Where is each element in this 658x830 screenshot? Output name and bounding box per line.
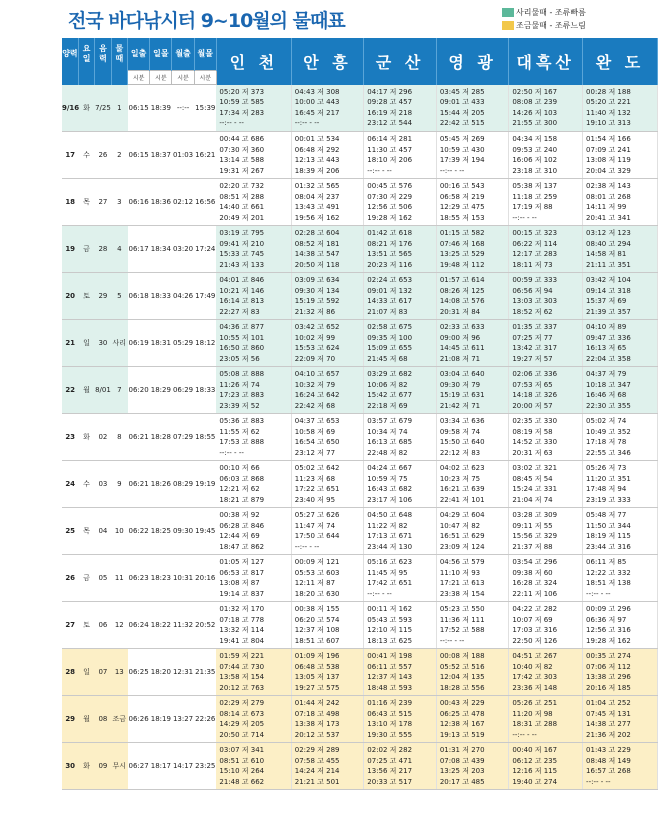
header-wando: 완 도	[583, 38, 658, 85]
cell-lunar-date: 7/25	[95, 85, 111, 132]
cell-tide-phase: 7	[111, 367, 127, 414]
table-row	[62, 226, 658, 273]
tide-times-wando: 01:54 저 166 07:09 고 241 13:08 저 119 20:04 고 329	[583, 132, 658, 179]
table-row	[62, 320, 658, 367]
table-row	[62, 508, 658, 555]
cell-sunrise: 06:25	[128, 649, 150, 696]
cell-lunar-date: 02	[95, 414, 111, 461]
tide-times-gunsan: 01:16 저 239 06:43 고 515 13:10 저 178 19:30 고 555	[364, 696, 437, 743]
cell-sunrise: 06:16	[128, 179, 150, 226]
header-daeheuksan: 대흑산	[509, 38, 583, 85]
tide-times-daeheuksan: 04:34 저 158 09:53 고 240 16:06 저 102 23:18 고 310	[509, 132, 583, 179]
header-gunsan: 군 산	[364, 38, 437, 85]
cell-sunrise: 06:20	[128, 367, 150, 414]
cell-sunset: 18:19	[150, 696, 172, 743]
cell-moonrise: 06:29	[172, 367, 194, 414]
cell-moonset: 18:12	[194, 320, 216, 367]
tide-times-wando: 03:42 저 104 09:14 고 318 15:37 저 69 21:39 고 357	[583, 273, 658, 320]
tide-times-daeheuksan: 04:22 고 282 10:07 저 69 17:03 고 316 22:50 저 126	[509, 602, 583, 649]
cell-weekday: 수	[78, 132, 94, 179]
cell-solar-date: 26	[62, 555, 78, 602]
table-row	[62, 273, 658, 320]
cell-moonset: 15:39	[194, 85, 216, 132]
tide-times-wando: 06:11 저 85 12:22 고 332 18:51 저 138 --:-- - --	[583, 555, 658, 602]
tide-times-incheon: 01:32 저 170 07:18 고 778 13:32 저 114 19:41 고 804	[216, 602, 291, 649]
cell-solar-date: 27	[62, 602, 78, 649]
tide-times-incheon: 04:01 고 846 10:21 저 146 16:14 고 813 22:27 저 83	[216, 273, 291, 320]
tide-times-yeonggwang: 02:33 고 633 09:00 저 96 14:45 고 611 21:08 저 71	[436, 320, 509, 367]
tide-times-incheon: 00:44 고 686 07:30 저 360 13:14 고 588 19:31 저 267	[216, 132, 291, 179]
cell-weekday: 금	[78, 226, 94, 273]
tide-times-anheung: 05:02 고 642 11:23 저 68 17:22 고 651 23:40 저 95	[291, 461, 364, 508]
tide-times-gunsan: 05:16 고 623 11:45 저 95 17:42 고 651 --:-- - --	[364, 555, 437, 602]
cell-sunrise: 06:21	[128, 461, 150, 508]
header-solar-date: 양력	[62, 38, 78, 71]
cell-solar-date: 25	[62, 508, 78, 555]
cell-moonrise: 07:29	[172, 414, 194, 461]
cell-sunset: 18:37	[150, 132, 172, 179]
cell-tide-phase: 사리	[111, 320, 127, 367]
tide-times-gunsan: 00:45 고 576 07:30 저 229 12:56 고 506 19:28 저 162	[364, 179, 437, 226]
tide-times-gunsan: 02:58 고 675 09:35 저 100 15:09 고 655 21:45 저 68	[364, 320, 437, 367]
tide-times-daeheuksan: 04:51 고 267 10:40 저 82 17:42 고 303 23:36 저 148	[509, 649, 583, 696]
tide-times-gunsan: 02:24 고 653 09:01 저 132 14:33 고 617 21:07 저 83	[364, 273, 437, 320]
cell-weekday: 수	[78, 461, 94, 508]
unit-moonset: 시분	[194, 71, 216, 85]
cell-lunar-date: 05	[95, 555, 111, 602]
tide-times-incheon: 01:59 저 221 07:44 고 730 13:58 저 154 20:12 고 763	[216, 649, 291, 696]
header-weekday: 요일	[78, 38, 94, 71]
tide-times-daeheuksan: 02:06 고 336 07:53 저 65 14:18 고 326 20:00 저 57	[509, 367, 583, 414]
tide-times-daeheuksan: 05:38 저 137 11:18 고 259 17:19 저 88 --:-- - --	[509, 179, 583, 226]
legend-item-neap	[502, 19, 586, 31]
tide-times-yeonggwang: 05:23 고 550 11:36 저 111 17:52 고 588 --:-- - --	[436, 602, 509, 649]
tide-times-yeonggwang: 04:29 고 604 10:47 저 82 16:51 고 629 23:09 저 124	[436, 508, 509, 555]
cell-solar-date: 28	[62, 649, 78, 696]
cell-moonset: 23:25	[194, 743, 216, 790]
tide-times-yeonggwang: 00:16 고 543 06:58 저 219 12:29 고 475 18:55 저 153	[436, 179, 509, 226]
table-row	[62, 602, 658, 649]
tide-times-daeheuksan: 00:40 저 167 06:12 고 235 12:16 저 115 19:40 고 274	[509, 743, 583, 790]
cell-moonset: 21:35	[194, 649, 216, 696]
cell-sunrise: 06:26	[128, 696, 150, 743]
tide-times-wando: 01:43 고 229 08:48 저 149 16:57 고 268 --:-- - --	[583, 743, 658, 790]
tide-times-gunsan: 02:02 저 282 07:25 고 471 13:56 저 217 20:33 고 517	[364, 743, 437, 790]
cell-lunar-date: 29	[95, 273, 111, 320]
cell-weekday: 월	[78, 696, 94, 743]
cell-sunset: 18:26	[150, 461, 172, 508]
tide-times-yeonggwang: 04:02 고 623 10:23 저 75 16:21 고 639 22:41 저 101	[436, 461, 509, 508]
cell-lunar-date: 8/01	[95, 367, 111, 414]
cell-weekday: 일	[78, 649, 94, 696]
cell-moonrise: 04:26	[172, 273, 194, 320]
tide-times-incheon: 04:36 고 877 10:55 저 101 16:50 고 860 23:05 저 56	[216, 320, 291, 367]
tide-times-daeheuksan: 01:35 고 337 07:25 저 77 13:42 고 317 19:27 저 57	[509, 320, 583, 367]
tide-times-yeonggwang: 03:04 고 640 09:30 저 79 15:19 고 631 21:42 저 71	[436, 367, 509, 414]
cell-moonrise: 08:29	[172, 461, 194, 508]
cell-solar-date: 22	[62, 367, 78, 414]
tide-times-wando: 03:12 저 123 08:40 고 294 14:58 저 81 21:11 고 351	[583, 226, 658, 273]
tide-times-anheung: 00:01 고 534 06:48 저 292 12:13 고 443 18:39 저 206	[291, 132, 364, 179]
cell-moonrise: 13:27	[172, 696, 194, 743]
tide-times-wando: 00:35 고 274 07:06 저 112 13:38 고 296 20:16 저 185	[583, 649, 658, 696]
cell-tide-phase: 2	[111, 132, 127, 179]
tide-times-anheung: 00:09 저 121 05:53 고 603 12:11 저 87 18:20 고 630	[291, 555, 364, 602]
table-row	[62, 555, 658, 602]
tide-times-gunsan: 00:11 저 162 05:43 고 593 12:10 저 115 18:13 고 625	[364, 602, 437, 649]
tide-times-incheon: 05:36 고 883 11:55 저 62 17:53 고 888 --:-- - --	[216, 414, 291, 461]
cell-moonset: 18:33	[194, 367, 216, 414]
cell-sunset: 18:39	[150, 85, 172, 132]
cell-solar-date: 24	[62, 461, 78, 508]
tide-table	[62, 38, 658, 790]
legend	[502, 6, 586, 32]
cell-sunset: 18:22	[150, 602, 172, 649]
tide-times-yeonggwang: 05:45 저 269 10:59 고 430 17:39 저 194 --:-- - --	[436, 132, 509, 179]
cell-tide-phase: 4	[111, 226, 127, 273]
cell-sunrise: 06:19	[128, 320, 150, 367]
tide-times-gunsan: 04:50 고 648 11:22 저 82 17:13 고 671 23:44 저 130	[364, 508, 437, 555]
tide-times-daeheuksan: 03:54 고 296 09:38 저 60 16:28 고 324 22:11 저 106	[509, 555, 583, 602]
table-row	[62, 743, 658, 790]
legend-swatch-neap	[502, 21, 514, 30]
cell-tide-phase: 조금	[111, 696, 127, 743]
tide-times-anheung: 04:37 고 653 10:58 저 69 16:54 고 650 23:12 저 77	[291, 414, 364, 461]
cell-moonrise: 05:29	[172, 320, 194, 367]
cell-sunrise: 06:22	[128, 508, 150, 555]
cell-weekday: 일	[78, 320, 94, 367]
tide-times-wando: 00:09 고 296 06:36 저 97 12:56 고 316 19:28 저 162	[583, 602, 658, 649]
cell-tide-phase: 10	[111, 508, 127, 555]
tide-times-gunsan: 04:17 저 296 09:28 고 457 16:19 저 218 23:12 고 544	[364, 85, 437, 132]
cell-sunset: 18:33	[150, 273, 172, 320]
tide-times-wando: 04:10 저 89 09:47 고 336 16:13 저 65 22:04 고 358	[583, 320, 658, 367]
cell-lunar-date: 26	[95, 132, 111, 179]
cell-sunrise: 06:24	[128, 602, 150, 649]
header-sunrise: 일출	[128, 38, 150, 71]
cell-lunar-date: 27	[95, 179, 111, 226]
cell-sunset: 18:29	[150, 367, 172, 414]
cell-tide-phase: 13	[111, 649, 127, 696]
cell-lunar-date: 06	[95, 602, 111, 649]
cell-lunar-date: 04	[95, 508, 111, 555]
tide-times-anheung: 02:29 저 289 07:58 고 455 14:24 저 214 21:21 고 501	[291, 743, 364, 790]
tide-times-wando: 05:26 저 73 11:20 고 351 17:48 저 94 23:19 고 333	[583, 461, 658, 508]
tide-times-anheung: 05:27 고 626 11:47 저 74 17:50 고 644 --:-- - --	[291, 508, 364, 555]
cell-lunar-date: 03	[95, 461, 111, 508]
cell-weekday: 화	[78, 743, 94, 790]
tide-times-gunsan: 01:42 고 618 08:21 저 176 13:51 고 565 20:23 저 116	[364, 226, 437, 273]
cell-moonrise: --:--	[172, 85, 194, 132]
cell-tide-phase: 11	[111, 555, 127, 602]
cell-moonset: 16:21	[194, 132, 216, 179]
unit-sunset: 시분	[150, 71, 172, 85]
tide-times-wando: 00:28 저 188 05:20 고 221 11:40 저 132 19:10 고 313	[583, 85, 658, 132]
unit-sunrise: 시분	[128, 71, 150, 85]
cell-solar-date: 9/16	[62, 85, 78, 132]
header-lunar-date: 음력	[95, 38, 111, 71]
cell-moonrise: 10:31	[172, 555, 194, 602]
tide-times-anheung: 03:42 고 652 10:02 저 99 15:53 고 624 22:09 저 70	[291, 320, 364, 367]
cell-moonrise: 03:20	[172, 226, 194, 273]
tide-times-incheon: 03:07 저 341 08:51 고 610 15:10 저 264 21:48 고 662	[216, 743, 291, 790]
cell-tide-phase: 12	[111, 602, 127, 649]
tide-times-yeonggwang: 03:34 고 636 09:58 저 74 15:50 고 640 22:12 저 83	[436, 414, 509, 461]
header-moonrise: 월출	[172, 38, 194, 71]
header-row	[62, 38, 658, 71]
legend-item-spring	[502, 6, 586, 18]
cell-lunar-date: 30	[95, 320, 111, 367]
table-row	[62, 696, 658, 743]
cell-moonset: 19:45	[194, 508, 216, 555]
cell-solar-date: 21	[62, 320, 78, 367]
table-row	[62, 414, 658, 461]
tide-times-anheung: 01:32 고 565 08:04 저 237 13:43 고 491 19:56 저 162	[291, 179, 364, 226]
cell-weekday: 금	[78, 555, 94, 602]
cell-solar-date: 19	[62, 226, 78, 273]
tide-times-daeheuksan: 00:59 고 333 06:56 저 94 13:03 고 303 18:52 저 62	[509, 273, 583, 320]
tide-times-anheung: 03:09 고 634 09:30 저 134 15:19 고 592 21:32 저 86	[291, 273, 364, 320]
cell-moonrise: 12:31	[172, 649, 194, 696]
cell-moonrise: 09:30	[172, 508, 194, 555]
tide-times-daeheuksan: 03:28 고 309 09:11 저 55 15:56 고 329 21:37 저 88	[509, 508, 583, 555]
tide-times-gunsan: 03:29 고 682 10:06 저 82 15:42 고 677 22:18 저 69	[364, 367, 437, 414]
cell-lunar-date: 08	[95, 696, 111, 743]
cell-moonrise: 11:32	[172, 602, 194, 649]
cell-moonset: 20:52	[194, 602, 216, 649]
tide-times-anheung: 04:10 고 657 10:32 저 79 16:24 고 642 22:42 저 68	[291, 367, 364, 414]
cell-tide-phase: 9	[111, 461, 127, 508]
tide-times-incheon: 05:20 저 373 10:59 고 585 17:34 저 283 --:-- - --	[216, 85, 291, 132]
tide-times-incheon: 01:05 저 127 06:53 고 817 13:08 저 87 19:14 고 837	[216, 555, 291, 602]
header-tide-phase: 물때	[111, 38, 127, 71]
tide-times-anheung: 00:38 저 155 06:20 고 574 12:37 저 108 18:51 고 607	[291, 602, 364, 649]
tide-times-anheung: 04:43 저 308 10:00 고 443 16:45 저 217 --:-- - --	[291, 85, 364, 132]
cell-sunrise: 06:18	[128, 273, 150, 320]
cell-weekday: 토	[78, 273, 94, 320]
tide-times-incheon: 02:20 고 732 08:51 저 288 14:40 고 661 20:49 저 201	[216, 179, 291, 226]
tide-times-anheung: 01:44 저 242 07:18 고 498 13:38 저 173 20:12 고 537	[291, 696, 364, 743]
cell-tide-phase: 무시	[111, 743, 127, 790]
cell-moonrise: 14:17	[172, 743, 194, 790]
table-body	[62, 85, 658, 790]
tide-times-incheon: 05:08 고 888 11:26 저 74 17:23 고 883 23:39 저 52	[216, 367, 291, 414]
cell-sunrise: 06:27	[128, 743, 150, 790]
table-row	[62, 461, 658, 508]
tide-times-yeonggwang: 01:31 저 270 07:08 고 439 13:25 저 203 20:17 고 485	[436, 743, 509, 790]
cell-tide-phase: 1	[111, 85, 127, 132]
table-row	[62, 179, 658, 226]
cell-moonrise: 02:12	[172, 179, 194, 226]
cell-sunrise: 06:17	[128, 226, 150, 273]
tide-times-daeheuksan: 03:02 고 321 08:45 저 54 15:24 고 331 21:04 저 74	[509, 461, 583, 508]
cell-weekday: 화	[78, 414, 94, 461]
cell-solar-date: 23	[62, 414, 78, 461]
tide-times-yeonggwang: 01:57 고 614 08:26 저 125 14:08 고 576 20:31 저 84	[436, 273, 509, 320]
header-anheung: 안 흥	[291, 38, 364, 85]
tide-times-yeonggwang: 03:45 저 285 09:01 고 433 15:44 저 205 22:42 고 515	[436, 85, 509, 132]
tide-times-gunsan: 00:41 저 198 06:11 고 557 12:37 저 143 18:48 고 593	[364, 649, 437, 696]
tide-times-gunsan: 03:57 고 679 10:34 저 74 16:13 고 685 22:48 저 82	[364, 414, 437, 461]
unit-moonrise: 시분	[172, 71, 194, 85]
cell-sunset: 18:34	[150, 226, 172, 273]
cell-solar-date: 18	[62, 179, 78, 226]
tide-times-wando: 02:38 저 143 08:01 고 268 14:11 저 99 20:41 고 341	[583, 179, 658, 226]
header-yeonggwang: 영 광	[436, 38, 509, 85]
cell-moonset: 19:19	[194, 461, 216, 508]
tide-times-gunsan: 06:14 저 281 11:30 고 457 18:10 저 206 --:-- - --	[364, 132, 437, 179]
legend-swatch-spring	[502, 8, 514, 17]
cell-weekday: 토	[78, 602, 94, 649]
cell-sunset: 18:31	[150, 320, 172, 367]
cell-sunrise: 06:21	[128, 414, 150, 461]
cell-tide-phase: 5	[111, 273, 127, 320]
table-row	[62, 649, 658, 696]
page-title: 전국 바다낚시터 9~10월의 물때표	[68, 10, 345, 32]
tide-times-yeonggwang: 00:43 저 229 06:25 고 478 12:38 저 167 19:13 고 519	[436, 696, 509, 743]
cell-weekday: 목	[78, 508, 94, 555]
cell-sunset: 18:28	[150, 414, 172, 461]
cell-sunset: 18:20	[150, 649, 172, 696]
tide-times-wando: 05:48 저 77 11:50 고 344 18:19 저 115 23:44 고 316	[583, 508, 658, 555]
tide-times-daeheuksan: 02:35 고 330 08:19 저 58 14:52 고 330 20:31 저 63	[509, 414, 583, 461]
legend-label-spring: 사리물때 - 조류빠름	[516, 7, 586, 17]
cell-sunrise: 06:15	[128, 132, 150, 179]
cell-sunset: 18:17	[150, 743, 172, 790]
cell-weekday: 목	[78, 179, 94, 226]
cell-solar-date: 29	[62, 696, 78, 743]
cell-sunset: 18:23	[150, 555, 172, 602]
cell-solar-date: 17	[62, 132, 78, 179]
tide-times-incheon: 00:10 저 66 06:03 고 868 12:21 저 62 18:21 고 879	[216, 461, 291, 508]
cell-weekday: 화	[78, 85, 94, 132]
cell-lunar-date: 09	[95, 743, 111, 790]
table-row	[62, 85, 658, 132]
tide-times-incheon: 00:38 저 92 06:28 고 846 12:44 저 69 18:47 고 862	[216, 508, 291, 555]
cell-moonrise: 01:03	[172, 132, 194, 179]
tide-times-wando: 04:37 저 79 10:18 고 347 16:46 저 68 22:30 고 355	[583, 367, 658, 414]
tide-times-yeonggwang: 00:08 저 188 05:52 고 516 12:04 저 135 18:28 고 556	[436, 649, 509, 696]
cell-tide-phase: 8	[111, 414, 127, 461]
tide-times-wando: 05:02 저 74 10:49 고 352 17:18 저 78 22:55 고 346	[583, 414, 658, 461]
header-sunset: 일몰	[150, 38, 172, 71]
tide-times-incheon: 02:29 저 279 08:14 고 673 14:29 저 205 20:50 고 714	[216, 696, 291, 743]
tide-times-yeonggwang: 04:56 고 579 11:10 저 93 17:21 고 613 23:38 저 154	[436, 555, 509, 602]
legend-label-neap: 조금물때 - 조류느림	[516, 20, 586, 30]
tide-table-wrapper	[62, 38, 658, 830]
cell-moonset: 18:55	[194, 414, 216, 461]
cell-sunrise: 06:15	[128, 85, 150, 132]
cell-moonset: 16:56	[194, 179, 216, 226]
tide-times-incheon: 03:19 고 795 09:41 저 210 15:33 고 745 21:43 저 133	[216, 226, 291, 273]
cell-sunset: 18:36	[150, 179, 172, 226]
cell-moonset: 17:24	[194, 226, 216, 273]
table-row	[62, 132, 658, 179]
tide-times-gunsan: 04:24 고 667 10:59 저 75 16:43 고 682 23:17 저 106	[364, 461, 437, 508]
cell-sunrise: 06:23	[128, 555, 150, 602]
header-incheon: 인 천	[216, 38, 291, 85]
cell-lunar-date: 28	[95, 226, 111, 273]
cell-tide-phase: 3	[111, 179, 127, 226]
tide-times-daeheuksan: 02:50 저 167 08:08 고 239 14:26 저 103 21:55 고 300	[509, 85, 583, 132]
tide-times-anheung: 01:09 저 196 06:48 고 538 13:05 저 137 19:27 고 575	[291, 649, 364, 696]
tide-times-anheung: 02:28 고 604 08:52 저 181 14:38 고 547 20:50 저 118	[291, 226, 364, 273]
header-moonset: 월몰	[194, 38, 216, 71]
cell-lunar-date: 07	[95, 649, 111, 696]
cell-sunset: 18:25	[150, 508, 172, 555]
cell-solar-date: 30	[62, 743, 78, 790]
tide-times-wando: 01:04 고 252 07:45 저 131 14:38 고 277 21:36 저 202	[583, 696, 658, 743]
tide-times-daeheuksan: 00:15 고 323 06:22 저 114 12:17 고 283 18:11 저 73	[509, 226, 583, 273]
cell-solar-date: 20	[62, 273, 78, 320]
cell-moonset: 22:26	[194, 696, 216, 743]
tide-times-yeonggwang: 01:15 고 582 07:46 저 168 13:25 고 529 19:48 저 112	[436, 226, 509, 273]
table-row	[62, 367, 658, 414]
cell-moonset: 17:49	[194, 273, 216, 320]
cell-weekday: 월	[78, 367, 94, 414]
cell-moonset: 20:16	[194, 555, 216, 602]
tide-times-daeheuksan: 05:26 고 251 11:20 저 98 18:31 고 288 --:-- - --	[509, 696, 583, 743]
